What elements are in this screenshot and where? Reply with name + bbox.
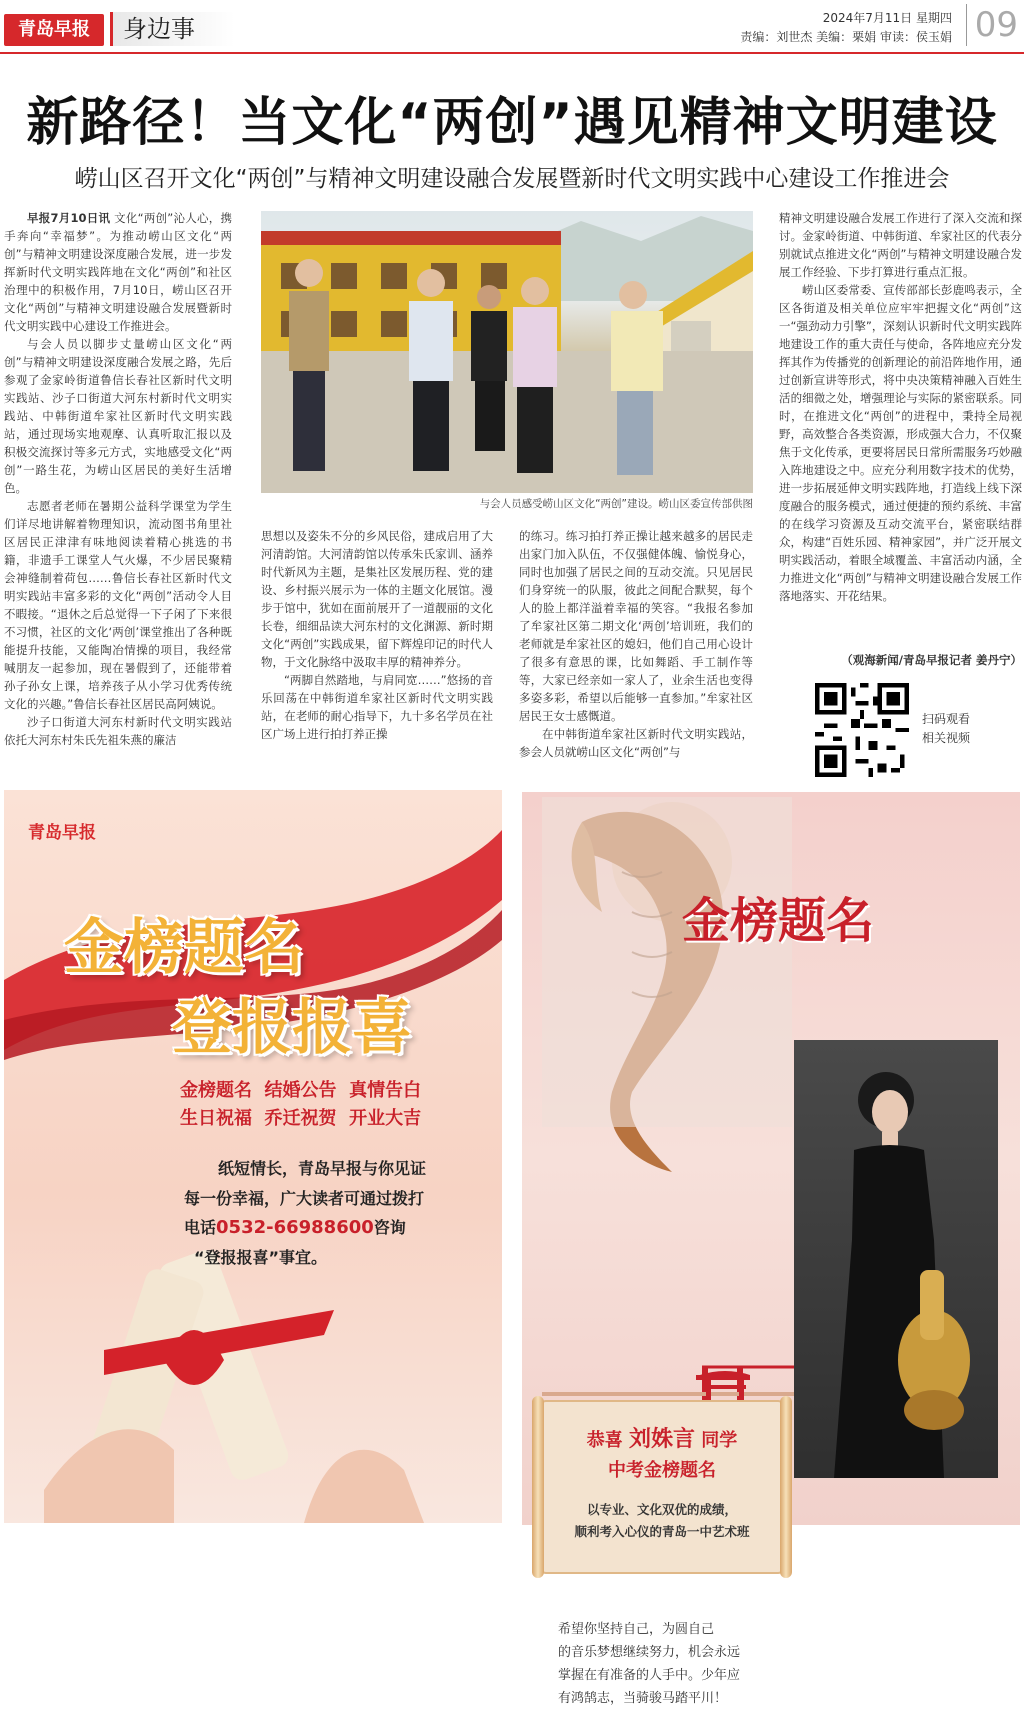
ad-text-line-3 bbox=[184, 1215, 406, 1238]
issue-date: 2024年7月11日 星期四 bbox=[822, 11, 952, 25]
congrats-desc-2: 顺利考入心仪的青岛一中艺术班 bbox=[574, 1524, 750, 1539]
wish-line: 有鸿鹄志，当骑骏马踏平川！ bbox=[558, 1691, 728, 1706]
qr-caption-line: 相关视频 bbox=[922, 731, 971, 745]
article-subheadline: 崂山区召开文化“两创”与精神文明建设融合发展暨新时代文明实践中心建设工作推进会 bbox=[74, 166, 950, 192]
header-divider bbox=[0, 52, 1024, 54]
article-column-2 bbox=[261, 527, 493, 775]
article-byline: 早报7月10日讯 bbox=[27, 211, 111, 225]
congrats-prefix: 恭喜 bbox=[586, 1430, 623, 1451]
ad-text-line-1: 纸短情长，青岛早报与你见证 bbox=[218, 1159, 427, 1178]
paragraph: 思想以及姿朱不分的乡风民俗，建成启用了大河清韵馆。大河清韵馆以传承朱氏家训、涵养时代新风为主题，是集社区发展历程、党的建设、乡村振兴展示为一体的主题文化展馆。漫步于馆中，犹如在面前展开了一道靓丽的文化长卷，细细品读大河东村的文化渊源、新时期文化“两创”实践成果，留下辉煌印记的时代人物，于文化脉络中汲取丰厚的精神养分。 bbox=[261, 529, 493, 669]
newspaper-logo: 青岛早报 bbox=[4, 14, 104, 46]
paragraph: 精神文明建设融合发展工作进行了深入交流和探讨。金家岭街道、中韩街道、牟家社区的代表分别就试点推进文化“两创”与精神文明建设融合发展工作经验、下步打算进行重点汇报。 bbox=[779, 211, 1022, 279]
paragraph: 在中韩街道牟家社区新时代文明实践站，参会人员就崂山区文化“两创”与 bbox=[519, 727, 753, 759]
wish-line: 希望你坚持自己，为圆自己 bbox=[558, 1622, 715, 1637]
ad-title-line-2: 登报报喜 bbox=[172, 993, 412, 1063]
wish-line: 掌握在有准备的人手中。少年应 bbox=[558, 1668, 741, 1683]
qr-caption-line: 扫码观看 bbox=[922, 712, 971, 726]
paragraph: “两脚自然踏地，与肩同宽……”悠扬的音乐回荡在中韩街道牟家社区新时代文明实践站，在老师的耐心指导下，九十多名学员在社区广场上进行拍打养正操 bbox=[261, 673, 493, 741]
photo-caption: 与会人员感受崂山区文化“两创”建设。崂山区委宣传部供图 bbox=[479, 498, 753, 510]
ad-title: 金榜题名 bbox=[682, 893, 875, 949]
section-title: 身边事 bbox=[110, 12, 235, 46]
ad-title-line-1: 金榜题名 bbox=[64, 913, 304, 983]
article-photo bbox=[261, 211, 753, 493]
student-name: 刘姝言 bbox=[628, 1427, 695, 1452]
paragraph: 文化“两创”沁人心，携手奔向“幸福梦”。为推动崂山区文化“两创”与精神文明建设深度融合发展，进一步发挥新时代文明实践阵地在文化“两创”和社区治理中的积极作用，7月10日，崂山区召开文化“两创”与精神文明建设融合发展暨新时代文明实践中心建设工作推进会。 bbox=[4, 211, 232, 333]
ad-phone-number[interactable]: 0532-66988600 bbox=[216, 1217, 374, 1238]
article-headline: 新路径！当文化“两创”遇见精神文明建设 bbox=[26, 93, 998, 153]
article-column-1 bbox=[4, 209, 232, 775]
paragraph: 的练习。练习拍打养正操让越来越多的居民走出家门加入队伍，不仅强健体魄、愉悦身心，同时也加强了居民之间的互动交流。只见居民们身穿统一的队服，彼此之间配合默契，每个人的脸上都洋溢着幸福的笑容。“我报名参加了牟家社区第二期文化‘两创’培训班，我们的老师就是牟家社区的媳妇，他们自己用心设计了很多有意思的课，比如舞蹈、手工制作等等，大家已经亲如一家人了，业余生活也变得多姿多彩，希望以后能够一直参加。”牟家社区居民王女士感慨道。 bbox=[519, 529, 753, 723]
right-advertisement bbox=[522, 792, 1020, 1706]
congrats-desc-1: 以专业、文化双优的成绩， bbox=[586, 1502, 737, 1517]
qr-code-icon[interactable] bbox=[815, 683, 909, 777]
ad-services-line-2: 生日祝福 乔迁祝贺 开业大吉 bbox=[180, 1108, 422, 1129]
congrats-suffix: 同学 bbox=[701, 1430, 738, 1451]
article-credit: （观海新闻/青岛早报记者 姜丹宁） bbox=[841, 653, 1022, 667]
student-portrait bbox=[794, 1040, 998, 1478]
congrats-subtitle: 中考金榜题名 bbox=[608, 1460, 716, 1481]
qr-caption bbox=[922, 710, 970, 748]
ad-logo: 青岛早报 bbox=[28, 823, 96, 843]
ad-text-prefix: 电话 bbox=[184, 1218, 217, 1237]
photo-scene bbox=[261, 211, 753, 493]
wish-text bbox=[558, 1618, 778, 1710]
paragraph: 崂山区委常委、宣传部部长彭鹿鸣表示，全区各街道及相关单位应牢牢把握文化“两创”这一“强劲动力引擎”，深刻认识新时代文明实践阵地建设工作的重大责任与使命，各阵地应充分发挥其作为传播党的创新理论的前沿阵地作用，通过创新宣讲等形式，将中央决策精神融入百姓生活的细微之处，增强理论与实际的紧密联系。同时，在推进文化“两创”的进程中，秉持全局视野，高效整合各类资源，形成强大合力，不仅聚焦于文化传承，更要将居民日常所需服务巧妙融入阵地建设之中。应充分利用数字技术的优势，进一步拓展延伸文明实践阵地，打造线上线下深度融合的服务模式，通过便捷的预约系统、丰富的在线学习资源及互动交流平台，紧密联结群众，构建“百姓乐园、精神家园”，并广泛开展文明实践活动，着眼全域覆盖、丰富活动内涵，全力推进文化“两创”与精神文明建设融合发展工作落地落实、开花结果。 bbox=[779, 283, 1022, 603]
wish-line: 的音乐梦想继续努力，机会永远 bbox=[558, 1645, 741, 1660]
congrats-line bbox=[542, 1422, 782, 1453]
ad-services-line-1: 金榜题名 结婚公告 真情告白 bbox=[180, 1080, 422, 1101]
page-number: 09 bbox=[966, 4, 1018, 46]
portrait-figure bbox=[794, 1040, 998, 1478]
paragraph: 与会人员以脚步丈量崂山区文化“两创”与精神文明建设深度融合发展之路，先后参观了金家岭街道鲁信长春社区新时代文明实践站、沙子口街道大河东村新时代文明实践站、中韩街道牟家社区新时代文明实践站，通过现场实地观摩、认真听取汇报以及积极交流探讨等多元方式，实地感受文化“两创”一路生花，为崂山区居民的美好生活增色。 bbox=[4, 337, 232, 495]
left-advertisement bbox=[4, 790, 502, 1523]
ad-text-suffix: 咨询 bbox=[373, 1218, 406, 1237]
article-column-3 bbox=[519, 527, 753, 775]
article-column-4 bbox=[779, 209, 1022, 657]
paragraph: 志愿者老师在暑期公益科学课堂为学生们详尽地讲解着物理知识，流动图书角里社区居民正津津有味地阅读着精心挑选的书籍，非遗手工课堂人气火爆，不少居民聚精会神缝制着荷包……鲁信长春社区新时代文明实践站丰富多彩的文化“两创”活动令人目不暇接。“退休之后总觉得一下子闲了下来很不习惯，社区的文化‘两创’课堂推出了各种既能提升技能，又能陶冶情操的项目，我经常喊朋友一起参加，现在暑假到了，还能带着孙子孙女上课，培养孩子从小学习优秀传统文化的兴趣。”鲁信长春社区居民高阿姨说。 bbox=[4, 499, 232, 711]
ad-text-line-2: 每一份幸福，广大读者可通过拨打 bbox=[184, 1189, 425, 1208]
scroll-banner bbox=[540, 1400, 784, 1574]
ad-text-line-4: “登报报喜”事宜。 bbox=[194, 1248, 328, 1267]
paragraph: 沙子口街道大河东村新时代文明实践站依托大河东村朱氏先祖朱燕的廉洁 bbox=[4, 715, 232, 747]
editor-credits: 责编：刘世杰 美编：栗娟 审读：侯玉娟 bbox=[740, 30, 952, 44]
